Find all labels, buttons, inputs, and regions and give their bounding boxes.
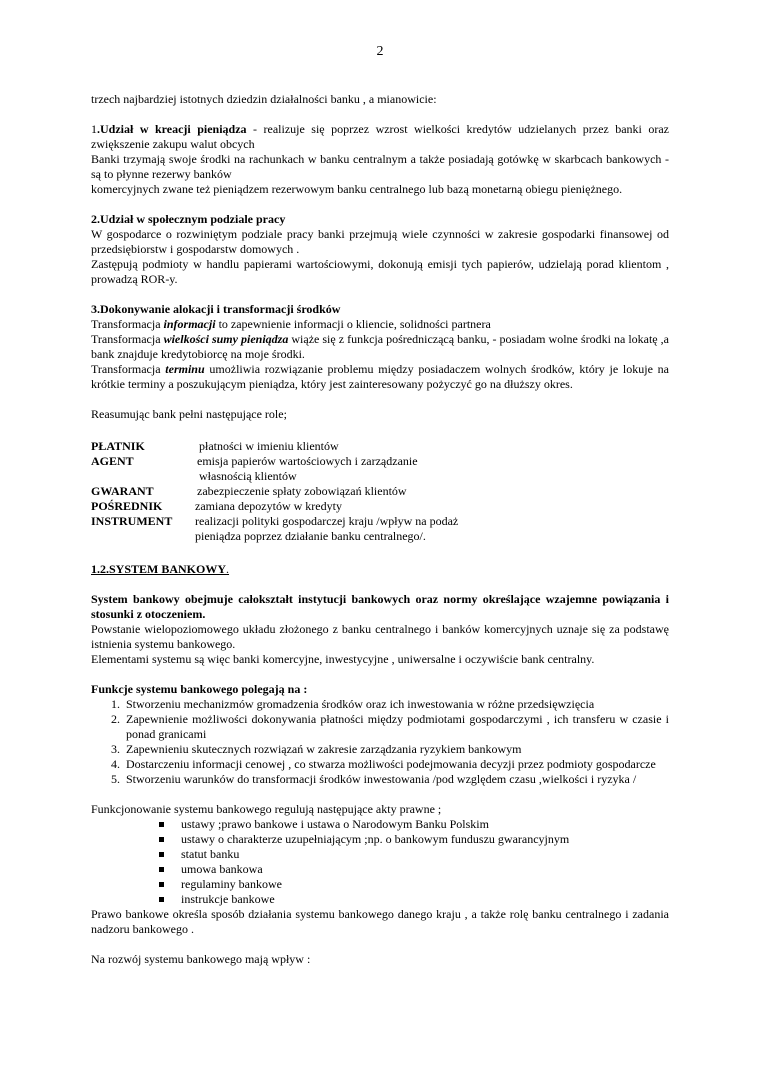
system-paragraph-2: Elementami systemu są więc banki komercyjne, inwestycyjne , uniwersalne i oczywiście bank centralny. [91, 652, 595, 666]
section-1-text: - realizuje się poprzez wzrost wielkości kredytów udzielanych przez banki oraz zwiększenie zakupu walut obcych [91, 122, 670, 151]
page-number: 2 [376, 44, 384, 59]
list-item: 4. Dostarczeniu informacji cenowej , co stwarza możliwości podejmowania decyzji przez podmioty gospodarcze [111, 757, 656, 771]
role-description: zabezpieczenie spłaty zobowiązań klientów [197, 484, 407, 498]
transformation-information: Transformacja informacji to zapewnienie informacji o kliencie, solidności partnera [91, 317, 491, 331]
role-name: POŚREDNIK [91, 499, 163, 513]
development-paragraph: Na rozwój systemu bankowego mają wpływ : [91, 952, 311, 966]
section-1-paragraph [91, 122, 669, 152]
list-item: ustawy o charakterze uzupełniającym ;np. o bankowym funduszu gwarancyjnym [91, 832, 669, 847]
acts-intro: Funkcjonowanie systemu bankowego regulują następujące akty prawne ; [91, 802, 442, 816]
bullet-icon [159, 867, 164, 872]
system-heading-line: 1.2.SYSTEM BANKOWY. [91, 562, 230, 576]
section-2-paragraph-2: Zastępują podmioty w handlu papierami wartościowymi, dokonują emisji tych papierów, udzielają porad klientom , prowadzą ROR-y. [91, 257, 669, 286]
intro-paragraph: trzech najbardziej istotnych dziedzin działalności banku , a mianowicie: [91, 92, 437, 106]
system-definition: System bankowy obejmuje całokształt instytucji bankowych oraz normy określające wzajemne powiązania i stosunki z otoczeniem. [91, 592, 669, 621]
acts-list [91, 817, 669, 907]
roles-intro: Reasumując bank pełni następujące role; [91, 407, 287, 421]
list-item: regulaminy bankowe [91, 877, 669, 892]
section-1-reserves: Banki trzymają swoje środki na rachunkach w banku centralnym a także posiadają gotówkę w skarbcach bankowych - są to płynne rezerwy banków [91, 152, 669, 181]
role-description: realizacji polityki gospodarczej kraju /wpływ na podaż [195, 514, 459, 528]
list-item: umowa bankowa [91, 862, 669, 877]
transformation-term: Transformacja terminu umożliwia rozwiązanie problemu między posiadaczem wolnych środków, który je lokuje na krótkie terminy a poszukującym pieniądza, który jest zainteresowany pożyczyć go na dłuższy okres. [91, 362, 669, 391]
list-item: 5. Stworzeniu warunków do transformacji środków inwestowania /pod względem czasu ,wielkości i ryzyka / [111, 772, 637, 786]
list-item: ustawy ;prawo bankowe i ustawa o Narodowym Banku Polskim [91, 817, 669, 832]
section-1-heading: .Udział w kreacji pieniądza [97, 122, 247, 136]
section-1-number: 1 [91, 122, 97, 136]
page-content [91, 92, 669, 967]
list-item: 3. Zapewnieniu skutecznych rozwiązań w zakresie zarządzania ryzykiem bankowym [111, 742, 522, 756]
role-name: GWARANT [91, 484, 154, 498]
role-description-cont: własnością klientów [199, 469, 297, 483]
roles-table [91, 439, 669, 544]
role-description: emisja papierów wartościowych i zarządzanie [197, 454, 418, 468]
system-heading: 1.2.SYSTEM BANKOWY [91, 562, 227, 576]
role-name: INSTRUMENT [91, 514, 173, 528]
section-3-heading: 3.Dokonywanie alokacji i transformacji środków [91, 302, 341, 316]
list-item: statut banku [91, 847, 669, 862]
list-item: 1. Stworzeniu mechanizmów gromadzenia środków oraz ich inwestowania w różne przedsięwzięcia [111, 697, 595, 711]
role-description: płatności w imieniu klientów [199, 439, 339, 453]
bullet-icon [159, 882, 164, 887]
role-description-cont: pieniądza poprzez działanie banku centralnego/. [195, 529, 426, 543]
section-2-paragraph-1: W gospodarce o rozwiniętym podziale pracy banki przejmują wiele czynności w zakresie gospodarki finansowej od przedsiębiorstw i gospodarstw domowych . [91, 227, 669, 256]
list-item: 2. Zapewnienie możliwości dokonywania płatności między podmiotami gospodarczymi , ich transferu w czasie i ponad granicami [111, 712, 669, 741]
bullet-icon [159, 897, 164, 902]
section-1-monetary-base: komercyjnych zwane też pieniądzem rezerwowym banku centralnego lub bazą monetarną obiegu pieniężnego. [91, 182, 623, 196]
bullet-icon [159, 837, 164, 842]
bullet-icon [159, 822, 164, 827]
functions-heading: Funkcje systemu bankowego polegają na : [91, 682, 308, 696]
role-description: zamiana depozytów w kredyty [195, 499, 342, 513]
functions-list [91, 697, 669, 787]
banking-law-paragraph: Prawo bankowe określa sposób działania systemu bankowego danego kraju , a także rolę banku centralnego i zadania nadzoru bankowego . [91, 907, 669, 936]
system-paragraph-1: Powstanie wielopoziomowego układu złożonego z banku centralnego i banków komercyjnych uznaje się za podstawę istnienia systemu bankowego. [91, 622, 669, 651]
bullet-icon [159, 852, 164, 857]
role-name: AGENT [91, 454, 134, 468]
transformation-amount: Transformacja wielkości sumy pieniądza wiąże się z funkcja pośredniczącą banku, - posiadam wolne środki na lokatę ,a bank znajduje kredytobiorcę na moje środki. [91, 332, 669, 361]
section-2-heading: 2.Udział w społecznym podziale pracy [91, 212, 286, 226]
role-name: PŁATNIK [91, 439, 145, 453]
list-item: instrukcje bankowe [91, 892, 669, 907]
